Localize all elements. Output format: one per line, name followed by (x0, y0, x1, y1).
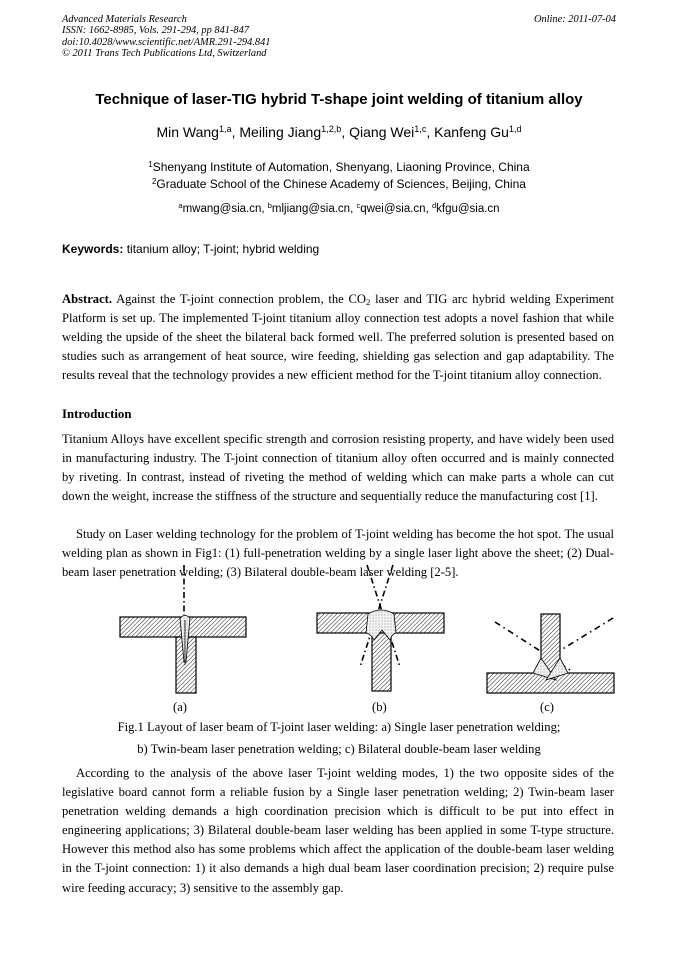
journal-name: Advanced Materials Research (62, 14, 187, 25)
issn-line: ISSN: 1662-8985, Vols. 291-294, pp 841-847 (62, 25, 250, 37)
panel-label-c: (c) (540, 700, 554, 714)
affiliation: $^2$Graduate School of the Chinese Academy of Sciences, Beijing, China (152, 176, 526, 191)
panel-a-drawing (120, 565, 246, 693)
author: Meiling Jiang$^{1,2,b}$, (239, 124, 350, 140)
section-heading: Introduction (62, 407, 132, 421)
email: $^d$kfgu@sia.cn (431, 200, 500, 215)
doi-line: doi:10.4028/www.scientific.net/AMR.291-294.841 (62, 36, 271, 48)
author: Qiang Wei$^{1,c}$, (349, 124, 435, 140)
figure-caption-continued: b) Twin-beam laser penetration welding; c) Bilateral double-beam laser welding (137, 742, 541, 756)
keywords-label: Keywords: (62, 242, 124, 256)
email: $^a$mwang@sia.cn, (178, 200, 268, 215)
email: $^b$mljiang@sia.cn, (267, 200, 357, 215)
email: $^c$qwei@sia.cn, (356, 200, 432, 215)
paper-title: Technique of laser-TIG hybrid T-shape joint welding of titanium alloy (95, 91, 583, 108)
figure-1 (0, 560, 678, 720)
author: Min Wang$^{1,a}$, (156, 124, 240, 140)
figure-caption: Fig.1 Layout of laser beam of T-joint laser welding: a) Single laser penetration welding; (117, 720, 561, 734)
web-plate (372, 633, 391, 691)
keywords (62, 242, 319, 256)
panel-label-a: (a) (173, 700, 187, 714)
journal-header (62, 14, 270, 60)
abstract-label: Abstract. (62, 292, 113, 306)
abstract: Abstract. Against the T-joint connection problem, the $CO_2$ laser and TIG arc hybrid welding Experiment Platform is set up. The implemented T-joint titanium alloy connection test adopts a novel fashion that while welding the upside of the sheet the bilateral back formed well. The preferred solution is presented based on studies such as arrangement of heat source, wire feeding, shielding gas selection and gap adaptability. The results reveal that the technology provides a new efficient method for the T-joint titanium alloy connection. (62, 292, 614, 383)
paragraph: According to the analysis of the above laser T-joint welding modes, 1) the two opposite sides of the legislative board cannot form a reliable fusion by a Single laser penetration welding; 2) Twin-beam laser penetration welding demands a high coordination precision which is difficult to be put into effect in engineering applications; 3) Bilateral double-beam laser welding has been applied in some T-type structure. However this method also has some problems which affect the application of the double-beam laser welding in the T-joint connection: 1) it also demands a high dual beam laser coordination precision; 2) require pulse wire feeding accuracy; 3) sensitive to the assembly gap. (62, 766, 614, 895)
panel-c-drawing (487, 614, 614, 693)
paragraph: Titanium Alloys have excellent specific strength and corrosion resisting property, and have widely been used in manufacturing industry. The T-joint connection of titanium alloy often occurred and is mainly connected by riveting. In contrast, instead of riveting the method of welding which can make parts a whole can cut down the weight, increase the stiffness of the structure and sequentially reduce the manufacturing cost [1]. (62, 432, 614, 504)
panel-label-b: (b) (372, 700, 387, 714)
panel-b-drawing (317, 565, 444, 691)
paragraph: Study on Laser welding technology for the problem of T-joint welding has become the hot spot. The usual welding plan as shown in Fig1: (1) full-penetration welding by a single laser light above the sheet; (2) Dual-beam laser penetration welding; (3) Bilateral double-beam laser welding [2-5]. (62, 527, 614, 580)
affiliation: $^1$Shenyang Institute of Automation, Shenyang, Liaoning Province, China (148, 159, 530, 174)
figure-1-drawing (0, 560, 678, 720)
author: Kanfeng Gu$^{1,d}$ (434, 124, 522, 140)
author-list (0, 124, 678, 140)
copyright-line: © 2011 Trans Tech Publications Ltd, Switzerland (62, 48, 267, 60)
online-date: Online: 2011-07-04 (533, 14, 616, 25)
keywords-text: titanium alloy; T-joint; hybrid welding (123, 242, 320, 256)
email-list (0, 200, 678, 215)
